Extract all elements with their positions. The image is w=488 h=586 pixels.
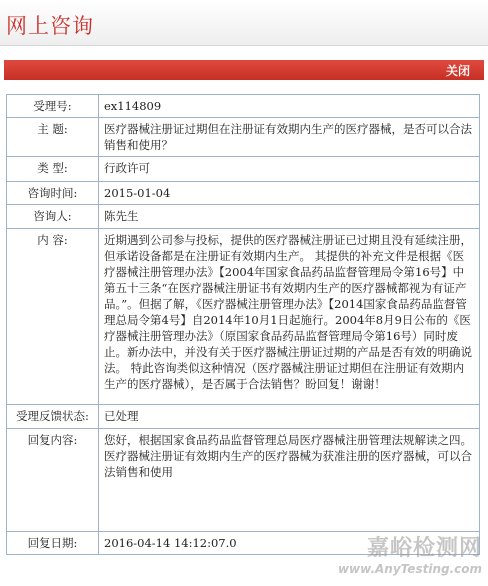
reply-label: 回复内容: <box>7 429 99 532</box>
watermark-line1: 嘉峪检测网 <box>366 536 482 561</box>
consultation-detail-table <box>6 94 480 555</box>
reply-date-label: 回复日期: <box>7 532 99 555</box>
toolbar-bar <box>4 60 484 80</box>
id-value: ex114809 <box>99 95 480 118</box>
watermark-line2: www.AnyTesting.com <box>337 562 482 576</box>
page-title: 网上咨询 <box>6 14 94 38</box>
time-value: 2015-01-04 <box>99 182 480 205</box>
person-value: 陈先生 <box>99 205 480 229</box>
person-label: 咨询人: <box>7 205 99 229</box>
type-label: 类 型: <box>7 157 99 182</box>
row-type <box>7 157 480 182</box>
content-label: 内 容: <box>7 229 99 405</box>
content-value: 近期遇到公司参与投标，提供的医疗器械注册证已过期且没有延续注册，但承诺设备都是在注册证有效期内生产。 其提供的补充文件是根据《医疗器械注册管理办法》【2004年国家食品药品监督管理局令第16号】中第五十三条“在医疗器械注册证书有效期内生产的医疗器械都视为有证产品。”。但据了解，《医疗器械注册管理办法》【2014国家食品药品监督管理总局令第4号】自2014年10月1日起施行。2004年8月9日公布的《医疗器械注册管理办法》（原国家食品药品监督管理局令第16号）同时废止。新办法中，并没有关于医疗器械注册证过期的产品是否有效的明确说法。 特此咨询类似这种情况（医疗器械注册证过期但在注册证有效期内生产的医疗器械），是否属于合法销售？盼回复！谢谢！ <box>99 229 480 405</box>
row-status <box>7 405 480 429</box>
subject-value: 医疗器械注册证过期但在注册证有效期内生产的医疗器械，是否可以合法销售和使用？ <box>99 118 480 157</box>
row-reply-date <box>7 532 480 555</box>
page-header <box>0 0 488 46</box>
row-time <box>7 182 480 205</box>
reply-value: 您好，根据国家食品药品监督管理总局医疗器械注册管理法规解读之四。医疗器械注册证有效期内生产的医疗器械为获准注册的医疗器械，可以合法销售和使用 <box>99 429 480 532</box>
row-content <box>7 229 480 405</box>
subject-label: 主 题: <box>7 118 99 157</box>
row-subject <box>7 118 480 157</box>
type-value: 行政许可 <box>99 157 480 182</box>
id-label: 受理号: <box>7 95 99 118</box>
status-value: 已处理 <box>99 405 480 429</box>
reply-date-value: 2016-04-14 14:12:07.0 <box>99 532 480 555</box>
close-button[interactable]: 关闭 <box>445 64 470 78</box>
time-label: 咨询时间: <box>7 182 99 205</box>
row-person <box>7 205 480 229</box>
row-id <box>7 95 480 118</box>
status-label: 受理反馈状态: <box>7 405 99 429</box>
row-reply <box>7 429 480 532</box>
